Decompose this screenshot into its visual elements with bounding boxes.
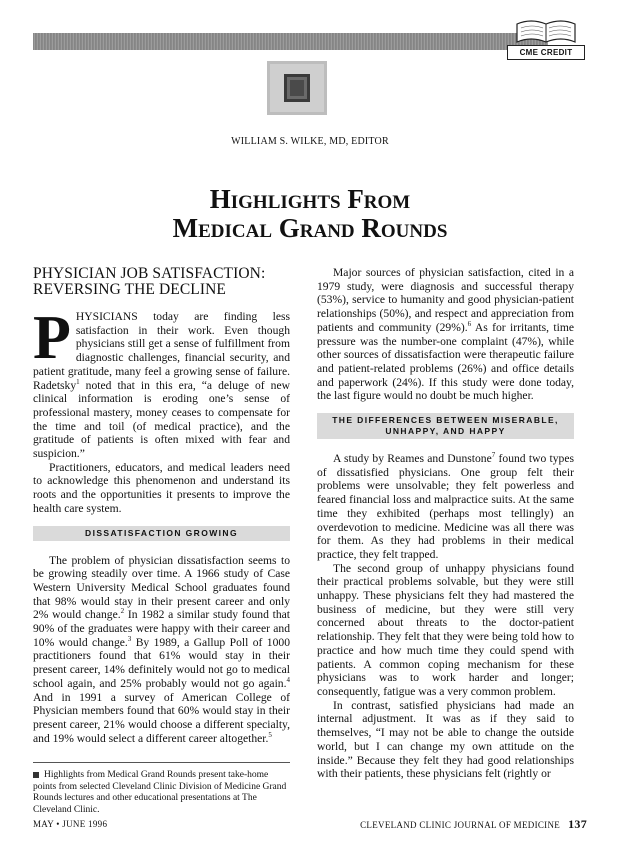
paragraph-text: And in 1991 a survey of American College of Physician members found that 60% would stay in their present career, 21% would choose a different specialty, and 19% would select a different career altogether.: [33, 690, 290, 745]
note-text: Highlights from Medical Grand Rounds present take-home points from selected Cleveland Clinic Division of Medicine Grand Rounds lectures and other educational presentations at The Cleveland Clinic.: [33, 770, 287, 815]
right-column: [317, 266, 574, 781]
header-bar: [33, 33, 548, 50]
paragraph-text: found two types of dissatisfied physicians. One group felt their problems were unsolvable; they felt powerless and feared financial loss and malpractice suits. At the same time they exhibited (perhaps most tellingly) an overdevotion to medicine. Medicine was all there was for them. As they had problems in their medical practice, they felt trapped.: [317, 452, 575, 561]
paragraph-text: The problem of physician dissatisfaction seems to be growing steadily over time. A 1966 study of Case Western University Medical School graduates found that 98% would stay in their present career and only 2% would change.: [33, 553, 290, 622]
reference-superscript: 7: [491, 451, 496, 460]
reference-superscript: 6: [467, 319, 472, 328]
reference-superscript: 1: [76, 377, 80, 386]
paragraph-text: In 1982 a similar study found that 90% of the graduates were happy with their career and 10% would change.: [33, 608, 290, 649]
section-title-line-2: REVERSING THE DECLINE: [33, 281, 226, 298]
journal-name: CLEVELAND CLINIC JOURNAL OF MEDICINE: [360, 820, 561, 830]
paragraph-text: A study by Reames and Dunstone: [333, 452, 492, 466]
paragraph-text: today are finding less satisfaction in their work. Even though physicians still get a sense of fulfillment from diagnostic challenges, financial security, and patient gratitude, many feel a growing sense of failure. Radetsky: [33, 310, 290, 392]
section-title-line-1: PHYSICIAN JOB SATISFACTION:: [33, 265, 266, 282]
paragraph: [317, 266, 574, 403]
paragraph-text: Major sources of physician satisfaction, cited in a 1979 study, were diagnosis and successful therapy (53%), service to humanity and good physician-patient relationships (50%), and respect and appreciation from patients and community (29%).: [317, 266, 574, 334]
open-book-icon: [515, 18, 577, 44]
reference-superscript: 3: [127, 634, 132, 643]
square-bullet-icon: [33, 772, 39, 778]
editor-credit: WILLIAM S. WILKE, MD, EDITOR: [231, 136, 389, 147]
editorial-note: [33, 762, 290, 816]
lead-in: HYSICIANS: [75, 310, 138, 323]
footer-journal: [360, 817, 587, 832]
reference-superscript: 2: [120, 607, 125, 616]
footer-date: MAY • JUNE 1996: [33, 819, 108, 829]
title-line-2: Medical Grand Rounds: [172, 213, 448, 243]
subhead: THE DIFFERENCES BETWEEN MISERABLE, UNHAPPY, AND HAPPY: [317, 413, 574, 439]
paragraph: [33, 554, 290, 746]
subhead: DISSATISFACTION GROWING: [33, 526, 290, 541]
section-title: [33, 266, 290, 298]
paragraph: The second group of unhappy physicians found their practical problems solvable, but they were still unhappy. These physicians felt they had mastered the business of medicine, but they were still very concerned about threats to the doctor-patient relationship. They felt that they were being told how to practice and how much time they could spend with patients. A common coping mechanism for these physicians was to work harder and longer; consequently, fatigue was a very common problem.: [317, 561, 574, 698]
paragraph-text: As for irritants, time pressure was the number-one complaint (47%), while other sources of dissatisfaction were therapeutic failure and patient-related problems (26%) and office details and paperwork (24%). If this study were done today, the last figure would no doubt be much higher.: [317, 320, 574, 403]
paragraph-text: noted that in this era, “a deluge of new clinical information is eroding one’s sense of professional mastery, money ceases to compensate for the time and toil (of medical practice), and the gratitude of patients is often mixed with fear and suspicion.”: [33, 378, 290, 461]
reference-superscript: 4: [286, 676, 290, 685]
drop-cap: P: [33, 304, 71, 372]
left-column: [33, 266, 290, 816]
section-logo-icon: [267, 61, 327, 115]
title-line-1: Highlights From: [209, 184, 411, 214]
paragraph: In contrast, satisfied physicians had made an internal adjustment. It was as if they said to themselves, “I may not be able to change the outside world, but I can change my own attitude on the inside.” Because they felt they had good relationships with their patients, these physicians felt (rightly or: [317, 698, 574, 781]
cme-credit-badge: [505, 18, 587, 66]
page-number: 137: [568, 817, 587, 831]
paragraph: Practitioners, educators, and medical leaders need to acknowledge this phenomenon and understand its roots and the opportunities it presents to improve the health care system.: [33, 460, 290, 515]
paragraph-text: By 1989, a Gallup Poll of 1000 practitioners found that 61% would stay in their present career, 14% definitely would not go to medical school again, and 25% probably would not go again.: [33, 635, 290, 690]
paragraph: [317, 452, 574, 562]
reference-superscript: 5: [268, 730, 272, 739]
cme-credit-label: CME CREDIT: [507, 45, 585, 60]
paragraph: [33, 304, 290, 461]
page-title: [0, 185, 620, 243]
